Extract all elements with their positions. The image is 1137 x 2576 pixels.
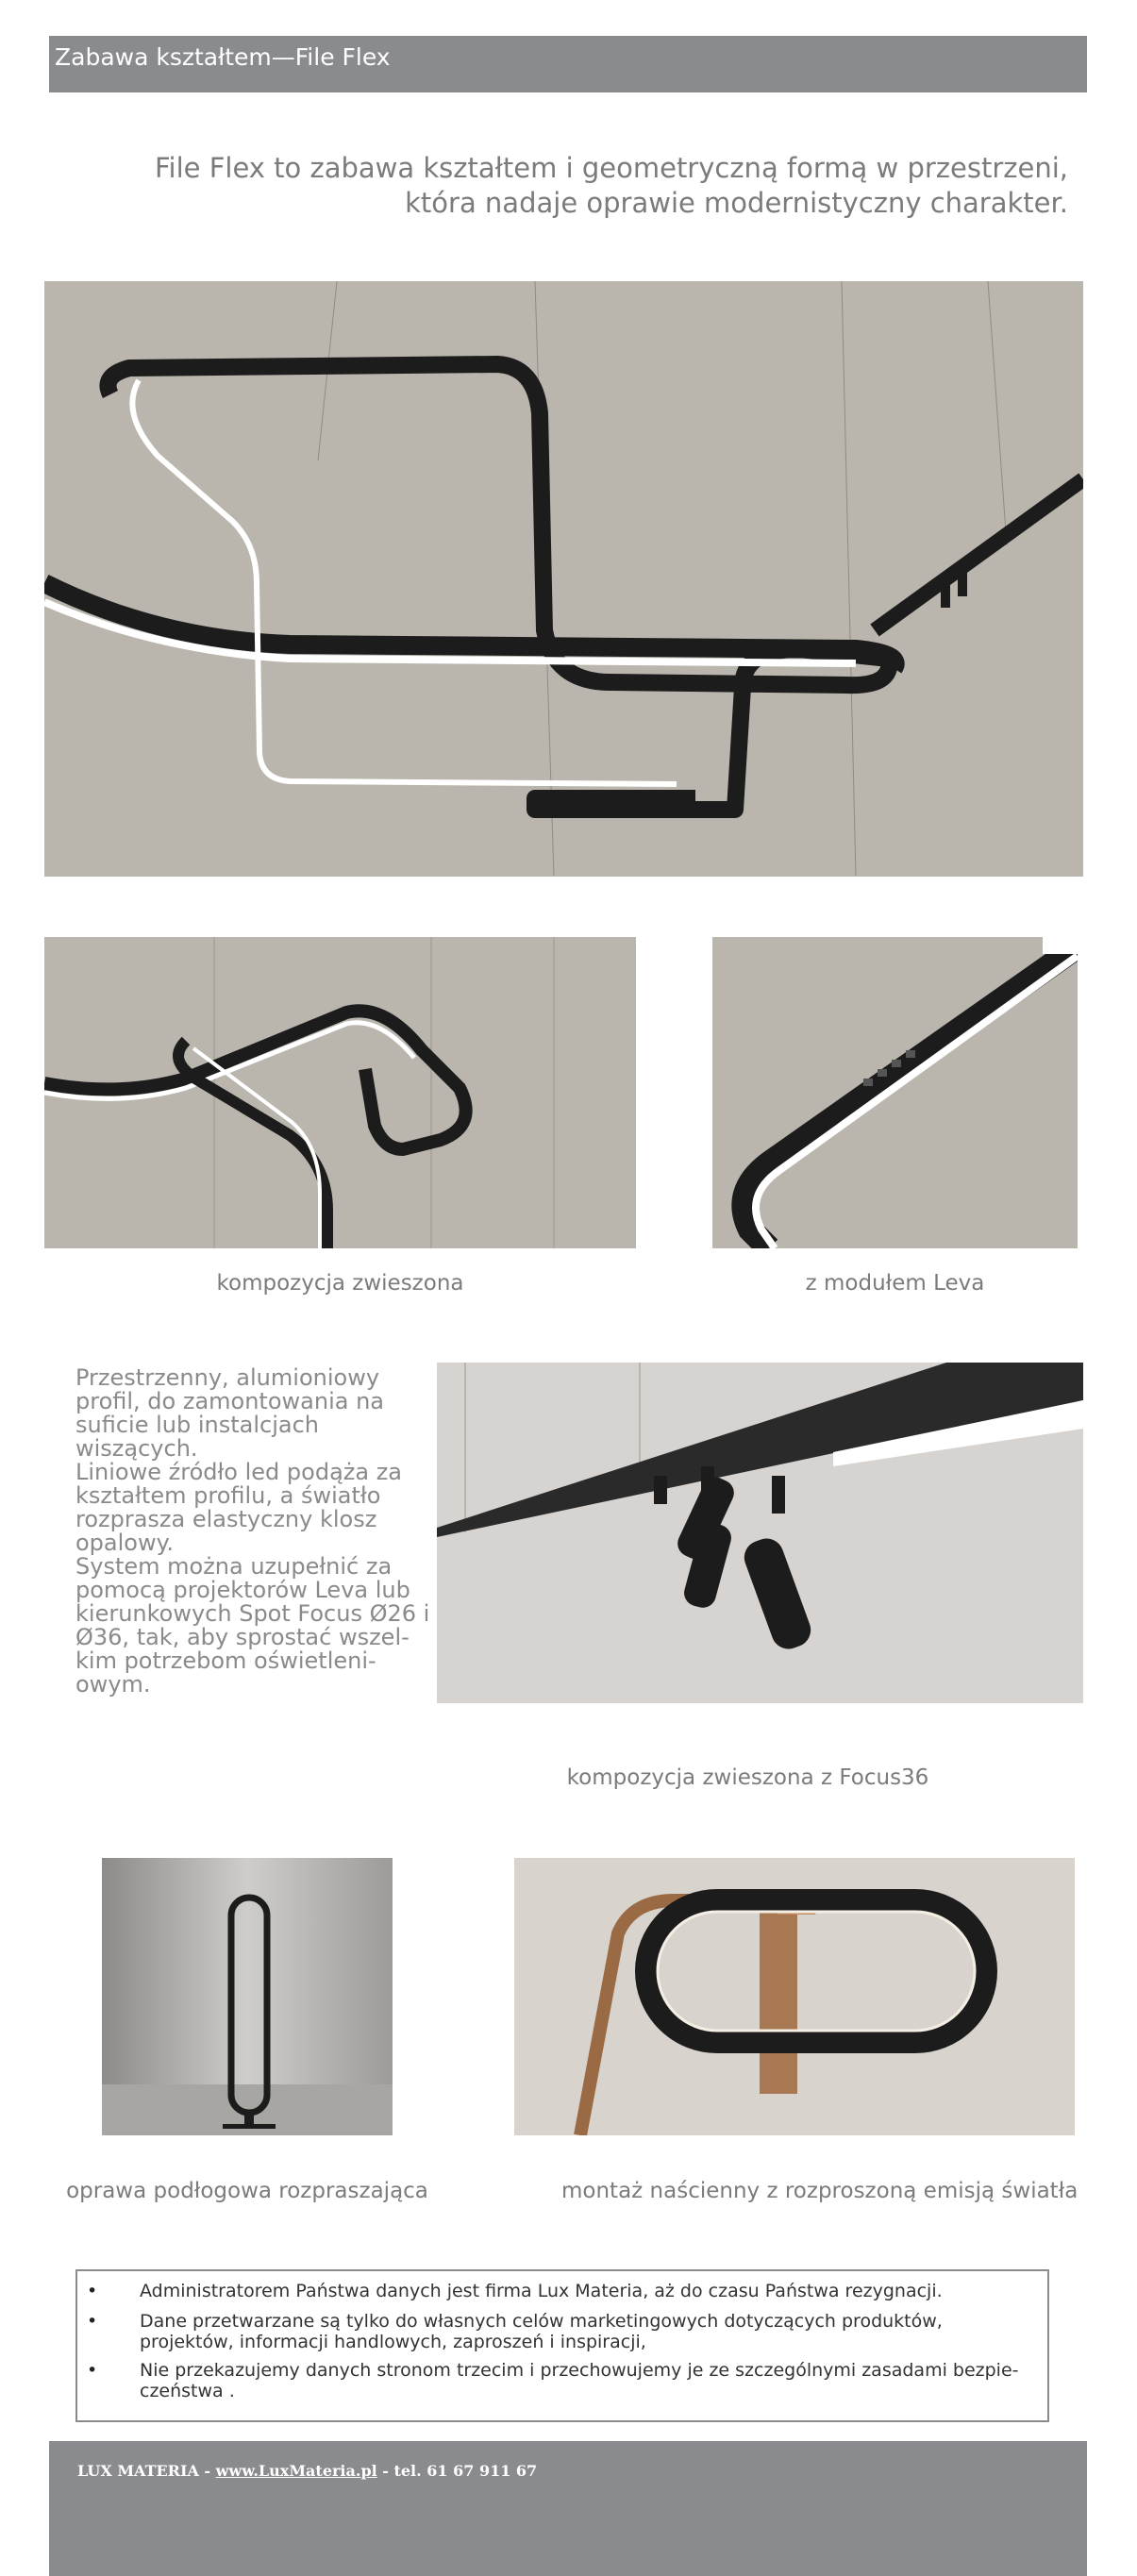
privacy-notice-text-3: Nie przekazujemy danych stronom trzecim i przechowujemy je ze szczególnymi zasadami bezpie-czeństwa . bbox=[140, 2360, 1019, 2401]
floor-lamp-image bbox=[102, 1858, 393, 2135]
caption-focus36: kompozycja zwieszona z Focus36 bbox=[566, 1765, 929, 1790]
footer-contact bbox=[77, 2462, 537, 2480]
caption-suspended: kompozycja zwieszona bbox=[216, 1271, 464, 1296]
privacy-notice-item-3 bbox=[87, 2360, 1036, 2401]
footer-separator-1: - bbox=[198, 2462, 216, 2480]
suspended-composition-image bbox=[44, 937, 636, 1248]
intro-line-1: File Flex to zabawa kształtem i geometryczną formą w przestrzeni, bbox=[154, 152, 1068, 184]
caption-floor: oprawa podłogowa rozpraszająca bbox=[66, 2179, 428, 2203]
intro-text bbox=[125, 151, 1068, 221]
hero-image bbox=[44, 281, 1083, 877]
caption-leva: z modułem Leva bbox=[805, 1271, 985, 1296]
privacy-notice-text-2: Dane przetwarzane są tylko do własnych celów marketingowych dotyczących produktów, projektów, informacji handlowych, zaproszeń i inspiracji, bbox=[140, 2311, 943, 2352]
privacy-notice-item-1 bbox=[87, 2281, 1036, 2301]
footer-website-link[interactable]: www.LuxMateria.pl bbox=[215, 2462, 377, 2480]
footer-company: LUX MATERIA bbox=[77, 2462, 199, 2480]
bullet-icon: • bbox=[87, 2281, 98, 2301]
bullet-icon: • bbox=[87, 2360, 98, 2381]
privacy-notice-box bbox=[75, 2269, 1049, 2422]
footer-phone: tel. 61 67 911 67 bbox=[393, 2462, 538, 2480]
wall-mount-image bbox=[514, 1858, 1075, 2135]
focus36-image bbox=[437, 1363, 1083, 1703]
header-title: Zabawa kształtem—File Flex bbox=[55, 43, 391, 71]
description-text bbox=[75, 1366, 434, 1697]
description-p2: Liniowe źródło led podąża za kształtem profilu, a światło rozprasza elastyczny klosz opalowy. bbox=[75, 1459, 403, 1556]
leva-module-image bbox=[712, 937, 1078, 1248]
privacy-notice-item-2 bbox=[87, 2311, 1036, 2352]
bullet-icon: • bbox=[87, 2311, 98, 2332]
description-p1: Przestrzenny, alumioniowy profil, do zamontowania na suficie lub instalcjach wiszących. bbox=[75, 1364, 384, 1462]
caption-wall: montaż naścienny z rozproszoną emisją światła bbox=[561, 2179, 1078, 2203]
intro-line-2: która nadaje oprawie modernistyczny charakter. bbox=[405, 187, 1068, 219]
privacy-notice-text-1: Administratorem Państwa danych jest firma Lux Materia, aż do czasu Państwa rezygnacji. bbox=[140, 2281, 943, 2301]
description-p3: System można uzupełnić za pomocą projektorów Leva lub kierunkowych Spot Focus Ø26 i Ø36, tak, aby sprostać wszel-kim potrzebom oświetleni-owym. bbox=[75, 1553, 430, 1698]
footer-separator-2: - bbox=[376, 2462, 394, 2480]
